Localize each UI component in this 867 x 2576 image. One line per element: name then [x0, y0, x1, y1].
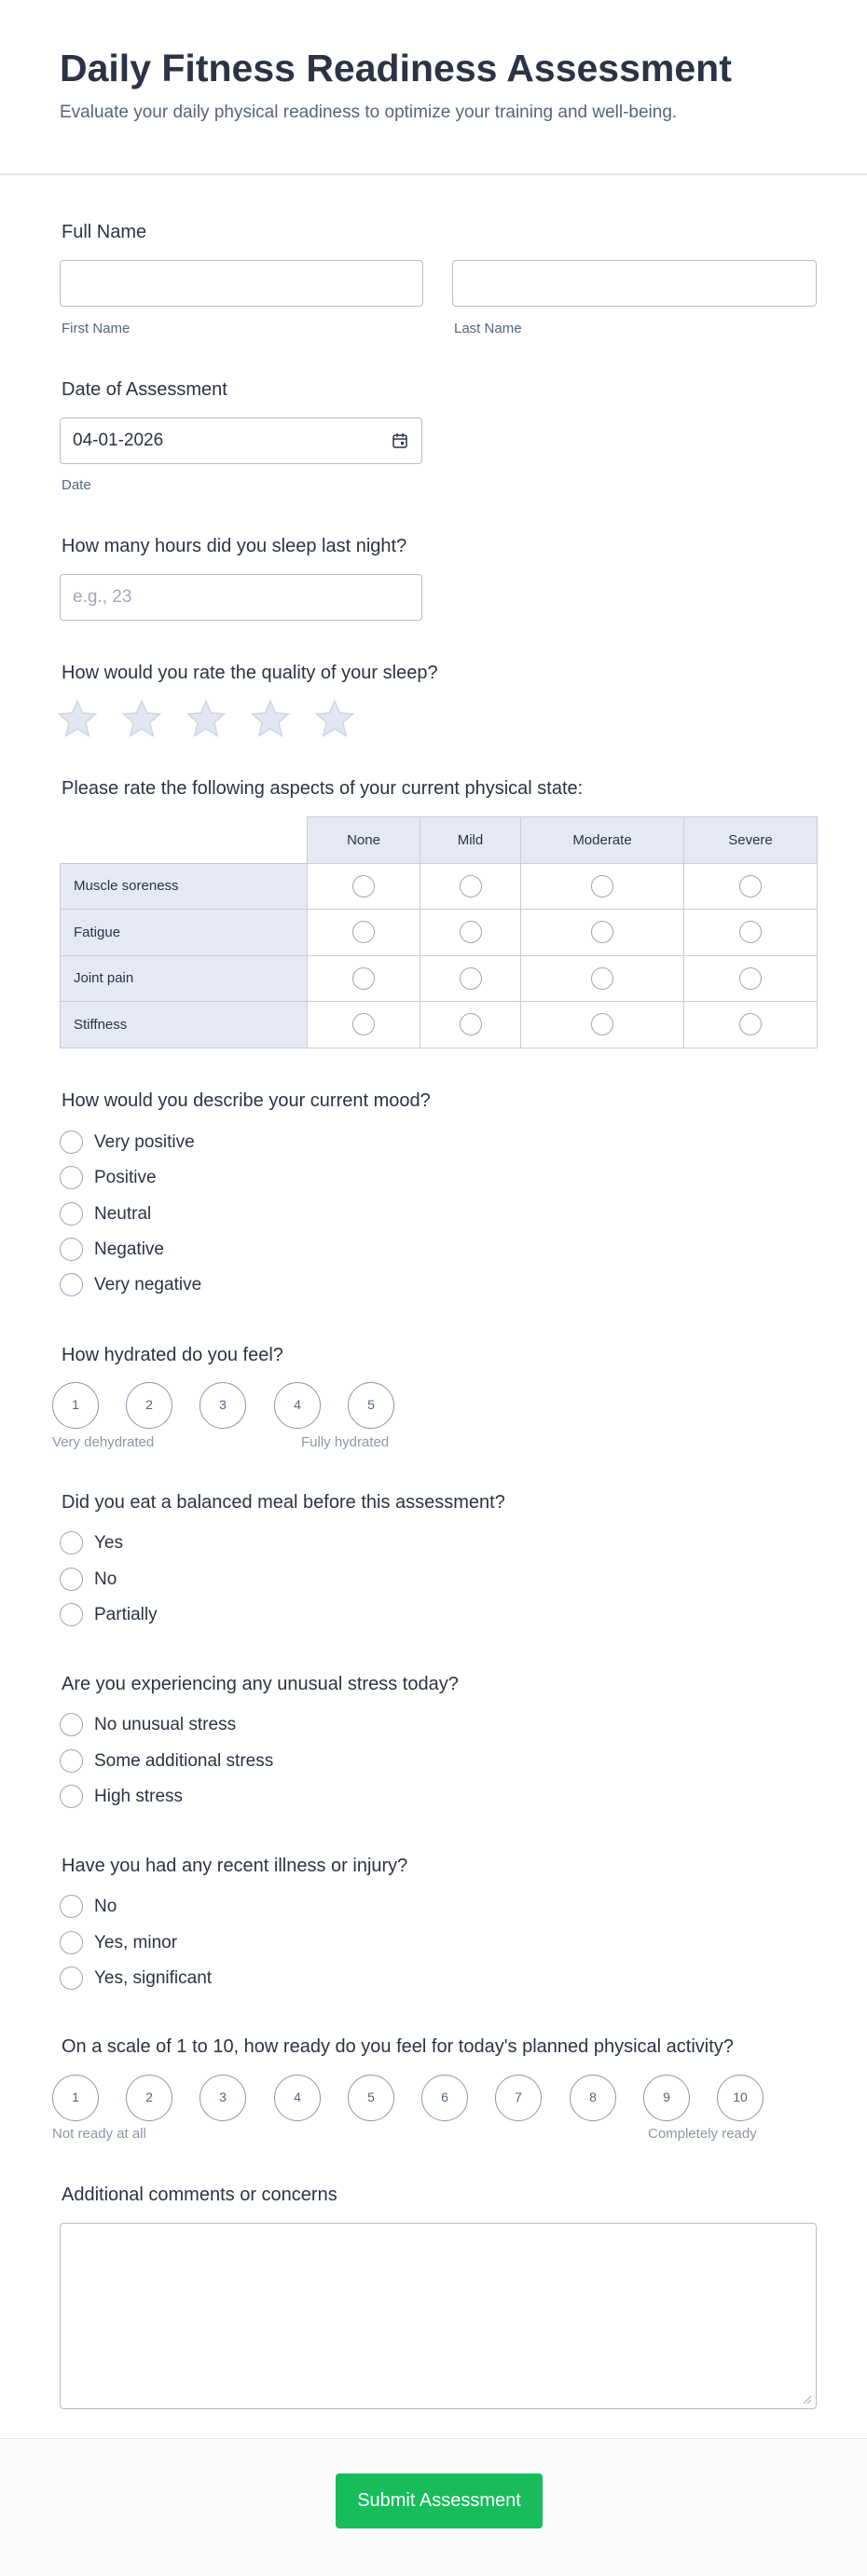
matrix-radio[interactable]: [739, 1013, 762, 1035]
matrix-radio[interactable]: [460, 921, 482, 943]
matrix-row: [61, 863, 818, 910]
comments-label: Additional comments or concerns: [62, 2185, 337, 2205]
option-label: Very negative: [94, 1275, 202, 1295]
comments-textarea[interactable]: [60, 2223, 817, 2409]
illness-label: Have you had any recent illness or injury?: [62, 1856, 408, 1876]
matrix-row: [61, 1002, 818, 1048]
submit-button[interactable]: Submit Assessment: [336, 2473, 543, 2528]
hydration-min-label: Very dehydrated: [52, 1434, 155, 1450]
option-label: Negative: [94, 1240, 164, 1259]
radio-button[interactable]: [60, 1966, 83, 1990]
matrix-row: [61, 955, 818, 1002]
date-sublabel: Date: [62, 477, 91, 493]
matrix-row-label: Joint pain: [61, 955, 308, 1002]
resize-grip-icon[interactable]: [801, 2393, 812, 2405]
physical-state-matrix: [60, 816, 818, 1048]
readiness-label: On a scale of 1 to 10, how ready do you feel for today's planned physical activity?: [62, 2036, 734, 2057]
matrix-radio[interactable]: [739, 921, 762, 943]
matrix-row: [61, 910, 818, 956]
star-icon[interactable]: [315, 699, 354, 738]
option-label: No: [94, 1897, 117, 1916]
radio-button[interactable]: [60, 1130, 83, 1154]
hydration-label: How hydrated do you feel?: [62, 1345, 283, 1365]
matrix-corner: [61, 817, 308, 864]
option-label: Yes, significant: [94, 1968, 213, 1988]
sleep-hours-label: How many hours did you sleep last night?: [62, 536, 407, 556]
readiness-scale-option[interactable]: 10: [717, 2075, 764, 2121]
readiness-scale-option[interactable]: 7: [495, 2075, 542, 2121]
radio-button[interactable]: [60, 1785, 83, 1808]
matrix-radio[interactable]: [591, 875, 613, 897]
option-label: Yes: [94, 1533, 123, 1553]
first-name-input[interactable]: [60, 260, 423, 307]
option-label: High stress: [94, 1787, 184, 1806]
readiness-scale-option[interactable]: 5: [348, 2075, 394, 2121]
mood-label: How would you describe your current mood?: [62, 1090, 431, 1111]
date-label: Date of Assessment: [62, 379, 227, 400]
hydration-scale-option[interactable]: 3: [200, 1382, 246, 1429]
matrix-radio[interactable]: [591, 967, 613, 990]
form-header: [0, 0, 867, 175]
hydration-scale-option[interactable]: 1: [52, 1382, 99, 1429]
matrix-row-label: Muscle soreness: [61, 863, 308, 910]
matrix-column-header: None: [308, 817, 420, 864]
matrix-radio[interactable]: [591, 1013, 613, 1035]
first-name-sublabel: First Name: [62, 321, 131, 336]
radio-button[interactable]: [60, 1749, 83, 1773]
radio-button[interactable]: [60, 1166, 83, 1189]
matrix-radio[interactable]: [352, 875, 375, 897]
option-label: Neutral: [94, 1204, 152, 1224]
full-name-label: Full Name: [62, 222, 147, 242]
readiness-min-label: Not ready at all: [52, 2126, 146, 2142]
calendar-icon[interactable]: [392, 432, 408, 449]
last-name-sublabel: Last Name: [454, 321, 522, 336]
radio-button[interactable]: [60, 1713, 83, 1736]
matrix-radio[interactable]: [739, 967, 762, 990]
readiness-scale-option[interactable]: 3: [200, 2075, 246, 2121]
radio-button[interactable]: [60, 1895, 83, 1918]
radio-button[interactable]: [60, 1531, 83, 1555]
matrix-column-header: Mild: [420, 817, 521, 864]
physical-state-label: Please rate the following aspects of your current physical state:: [62, 778, 584, 799]
sleep-hours-placeholder: e.g., 23: [73, 587, 132, 607]
matrix-radio[interactable]: [352, 967, 375, 990]
radio-button[interactable]: [60, 1238, 83, 1261]
hydration-scale-option[interactable]: 5: [348, 1382, 394, 1429]
matrix-radio[interactable]: [591, 921, 613, 943]
option-label: No: [94, 1569, 117, 1589]
matrix-column-header: Moderate: [521, 817, 684, 864]
radio-button[interactable]: [60, 1603, 83, 1626]
matrix-radio[interactable]: [739, 875, 762, 897]
option-label: Yes, minor: [94, 1933, 178, 1953]
readiness-scale-option[interactable]: 4: [274, 2075, 321, 2121]
date-value: 04-01-2026: [73, 431, 164, 450]
star-icon[interactable]: [251, 699, 290, 738]
matrix-radio[interactable]: [352, 1013, 375, 1035]
radio-button[interactable]: [60, 1202, 83, 1226]
stress-label: Are you experiencing any unusual stress today?: [62, 1674, 459, 1694]
matrix-column-header: Severe: [684, 817, 818, 864]
readiness-scale-option[interactable]: 1: [52, 2075, 99, 2121]
hydration-max-label: Fully hydrated: [301, 1434, 390, 1450]
star-icon[interactable]: [122, 699, 161, 738]
sleep-quality-label: How would you rate the quality of your sleep?: [62, 663, 438, 683]
option-label: No unusual stress: [94, 1715, 237, 1734]
page-title: Daily Fitness Readiness Assessment: [60, 47, 732, 89]
sleep-hours-input[interactable]: [60, 574, 422, 621]
star-icon[interactable]: [58, 699, 97, 738]
radio-button[interactable]: [60, 1568, 83, 1591]
hydration-scale-option[interactable]: 4: [274, 1382, 321, 1429]
readiness-scale-option[interactable]: 8: [570, 2075, 616, 2121]
readiness-scale-option[interactable]: 6: [421, 2075, 468, 2121]
readiness-scale-option[interactable]: 9: [643, 2075, 690, 2121]
radio-button[interactable]: [60, 1273, 83, 1296]
meal-label: Did you eat a balanced meal before this assessment?: [62, 1492, 505, 1513]
last-name-input[interactable]: [452, 260, 817, 307]
readiness-max-label: Completely ready: [648, 2126, 757, 2142]
option-label: Positive: [94, 1168, 157, 1187]
page-subtitle: Evaluate your daily physical readiness to optimize your training and well-being.: [60, 103, 678, 122]
matrix-radio[interactable]: [460, 875, 482, 897]
radio-button[interactable]: [60, 1931, 83, 1954]
matrix-row-label: Stiffness: [61, 1002, 308, 1048]
date-input[interactable]: [60, 418, 422, 464]
matrix-header-row: [61, 817, 818, 864]
star-icon[interactable]: [186, 699, 226, 738]
matrix-radio[interactable]: [352, 921, 375, 943]
readiness-scale-option[interactable]: 2: [126, 2075, 172, 2121]
matrix-row-label: Fatigue: [61, 910, 308, 956]
option-label: Very positive: [94, 1132, 195, 1152]
hydration-scale-option[interactable]: 2: [126, 1382, 172, 1429]
matrix-radio[interactable]: [460, 1013, 482, 1035]
matrix-radio[interactable]: [460, 967, 482, 990]
option-label: Partially: [94, 1605, 158, 1624]
option-label: Some additional stress: [94, 1751, 274, 1771]
